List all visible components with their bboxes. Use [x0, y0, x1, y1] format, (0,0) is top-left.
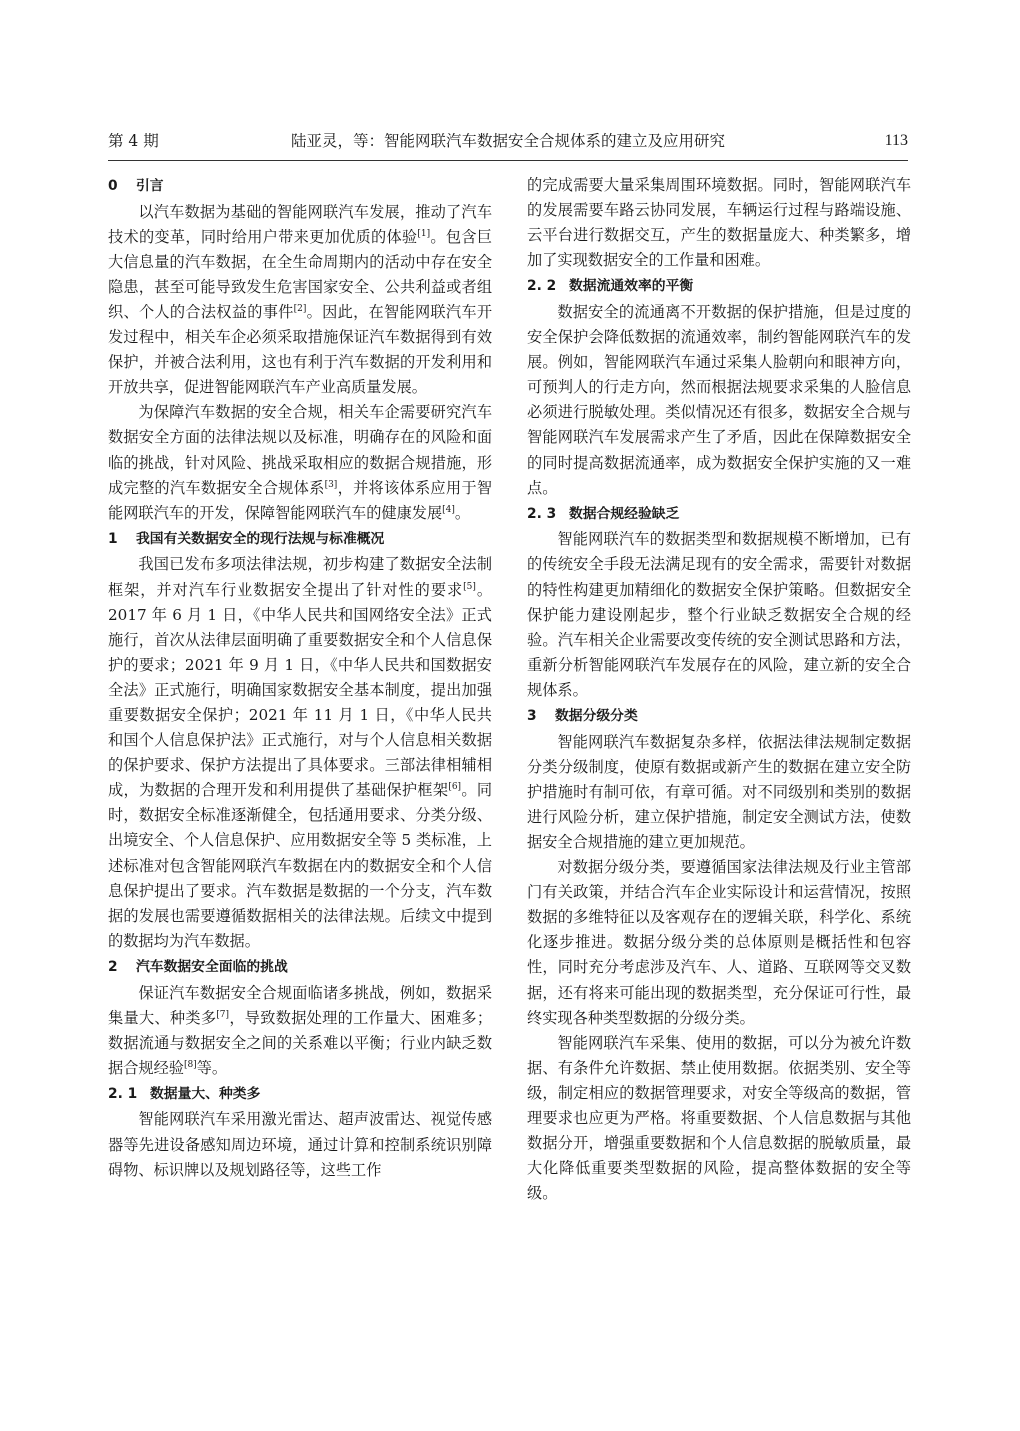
- paragraph: 保证汽车数据安全合规面临诸多挑战，例如，数据采集量大、种类多[7]，导致数据处理的工作量大、困难多；数据流通与数据安全之间的关系难以平衡；行业内缺乏数据合规经验[8]等。: [108, 983, 492, 1077]
- paragraph: 智能网联汽车采用激光雷达、超声波雷达、视觉传感器等先进设备感知周边环境，通过计算和控制系统识别障碍物、标识牌以及规划路径等，这些工作: [108, 1110, 492, 1179]
- running-header: [108, 124, 908, 158]
- section-heading-0: [108, 173, 492, 200]
- paragraph-continued: 的完成需要大量采集周围环境数据。同时，智能网联汽车的发展需要车路云协同发展，车辆运行过程与路端设施、云平台进行数据交互，产生的数据量庞大、种类繁多，增加了实现数据安全的工作量和困难。: [527, 176, 911, 270]
- section-title: 我国有关数据安全的现行法规与标准概况: [136, 530, 385, 547]
- citation-ref[interactable]: [6]: [448, 782, 462, 793]
- paragraph: 智能网联汽车采集、使用的数据，可以分为被允许数据、有条件允许数据、禁止使用数据。依据类别、安全等级，制定相应的数据管理要求，对安全等级高的数据，管理要求也应更为严格。将重要数据、个人信息数据与其他数据分开，增强重要数据和个人信息数据的脱敏质量，最大化降低重要类型数据的风险，提高整体数据的安全等级。: [527, 1033, 911, 1203]
- paragraph: 以汽车数据为基础的智能网联汽车发展，推动了汽车技术的变革，同时给用户带来更加优质的体验[1]。包含巨大信息量的汽车数据，在全生命周期内的活动中存在安全隐患，甚至可能导致发生危害国家安全、公共利益或者组织、个人的合法权益的事件[2]。因此，在智能网联汽车开发过程中，相关车企必须采取措施保证汽车数据得到有效保护，并被合法利用，这也有利于汽车数据的开发利用和开放共享，促进智能网联汽车产业高质量发展。: [108, 202, 492, 397]
- page-number: 113: [884, 132, 908, 149]
- section-title: 汽车数据安全面临的挑战: [136, 958, 288, 975]
- citation-ref[interactable]: [2]: [293, 303, 307, 314]
- section-heading-3: [527, 703, 911, 730]
- right-column: [527, 173, 911, 1206]
- section-title: 引言: [136, 178, 164, 194]
- section-number: 0: [108, 178, 118, 194]
- section-number: 2: [108, 958, 118, 975]
- paragraph: 智能网联汽车的数据类型和数据规模不断增加，已有的传统安全手段无法满足现有的安全需求，需要针对数据的特性构建更加精细化的数据安全保护策略。但数据安全保护能力建设刚起步，整个行业缺乏数据安全合规的经验。汽车相关企业需要改变传统的安全测试思路和方法，重新分析智能网联汽车发展存在的风险，建立新的安全合规体系。: [527, 530, 911, 699]
- section-number: 3: [527, 707, 537, 724]
- header-rule: [108, 160, 908, 161]
- subsection-number: 2. 1: [108, 1085, 138, 1102]
- citation-ref[interactable]: [3]: [324, 479, 338, 490]
- citation-ref[interactable]: [5]: [463, 581, 476, 592]
- subsection-title: 数据流通效率的平衡: [569, 278, 694, 295]
- subsection-number: 2. 3: [527, 505, 557, 522]
- subsection-title: 数据合规经验缺乏: [569, 505, 680, 522]
- paragraph: 对数据分级分类，要遵循国家法律法规及行业主管部门有关政策，并结合汽车企业实际设计和运营情况，按照数据的多维特征以及客观存在的逻辑关联，科学化、系统化逐步推进。数据分级分类的总体原则是概括性和包容性，同时充分考虑涉及汽车、人、道路、互联网等交叉数据，还有将来可能出现的数据类型，充分保证可行性，最终实现各种类型数据的分级分类。: [527, 858, 911, 1027]
- paragraph: 智能网联汽车数据复杂多样，依据法律法规制定数据分类分级制度，使原有数据或新产生的数据在建立安全防护措施时有制可依，有章可循。对不同级别和类别的数据进行风险分析，建立保护措施，制定安全测试方法，使数据安全合规措施的建立更加规范。: [527, 732, 911, 851]
- section-number: 1: [108, 530, 118, 547]
- running-title: 陆亚灵，等：智能网联汽车数据安全合规体系的建立及应用研究: [290, 132, 725, 150]
- citation-ref[interactable]: [4]: [442, 504, 455, 515]
- paragraph: 我国已发布多项法律法规，初步构建了数据安全法制框架，并对汽车行业数据安全提出了针对性的要求[5]。2017 年 6 月 1 日，《中华人民共和国网络安全法》正式施行，首次从法律层面明确了重要数据安全和个人信息保护的要求；2021 年 9 月 1 日，《中华人民共和国数据安全法》正式施行，明确国家数据安全基本制度，提出加强重要数据安全保护；2021 年 11 月 1 日，《中华人民共和国个人信息保护法》正式施行，对与个人信息相关数据的保护要求、保护方法提出了具体要求。三部法律相辅相成，为数据的合理开发和利用提供了基础保护框架[6]。同时，数据安全标准逐渐健全，包括通用要求、分类分级、出境安全、个人信息保护、应用数据安全等 5 类标准，上述标准对包含智能网联汽车数据在内的数据安全和个人信息保护提出了要求。汽车数据是数据的一个分支，汽车数据的发展也需要遵循数据相关的法律法规。后续文中提到的数据均为汽车数据。: [108, 555, 493, 950]
- section-heading-2: [108, 954, 492, 981]
- citation-ref[interactable]: [1]: [417, 228, 431, 239]
- subsection-heading-2-3: [527, 501, 911, 528]
- section-title: 数据分级分类: [555, 707, 638, 724]
- subsection-heading-2-2: [527, 273, 911, 300]
- journal-issue: 第 4 期: [108, 132, 159, 150]
- section-heading-1: [108, 526, 492, 553]
- paragraph: 数据安全的流通离不开数据的保护措施，但是过度的安全保护会降低数据的流通效率，制约智能网联汽车的发展。例如，智能网联汽车通过采集人脸朝向和眼神方向，可预判人的行走方向，然而根据法规要求采集的人脸信息必须进行脱敏处理。类似情况还有很多，数据安全合规与智能网联汽车发展需求产生了矛盾，因此在保障数据安全的同时提高数据流通率，成为数据安全保护实施的又一难点。: [527, 302, 911, 497]
- paragraph: 为保障汽车数据的安全合规，相关车企需要研究汽车数据安全方面的法律法规以及标准，明确存在的风险和面临的挑战，针对风险、挑战采取相应的数据合规措施，形成完整的汽车数据安全合规体系[3]，并将该体系应用于智能网联汽车的开发，保障智能网联汽车的健康发展[4]。: [108, 403, 492, 522]
- left-column: [108, 173, 492, 1183]
- citation-ref[interactable]: [7]: [216, 1009, 230, 1020]
- citation-ref[interactable]: [8]: [183, 1059, 197, 1070]
- subsection-heading-2-1: [108, 1081, 492, 1108]
- subsection-number: 2. 2: [527, 278, 557, 295]
- subsection-title: 数据量大、种类多: [150, 1085, 261, 1102]
